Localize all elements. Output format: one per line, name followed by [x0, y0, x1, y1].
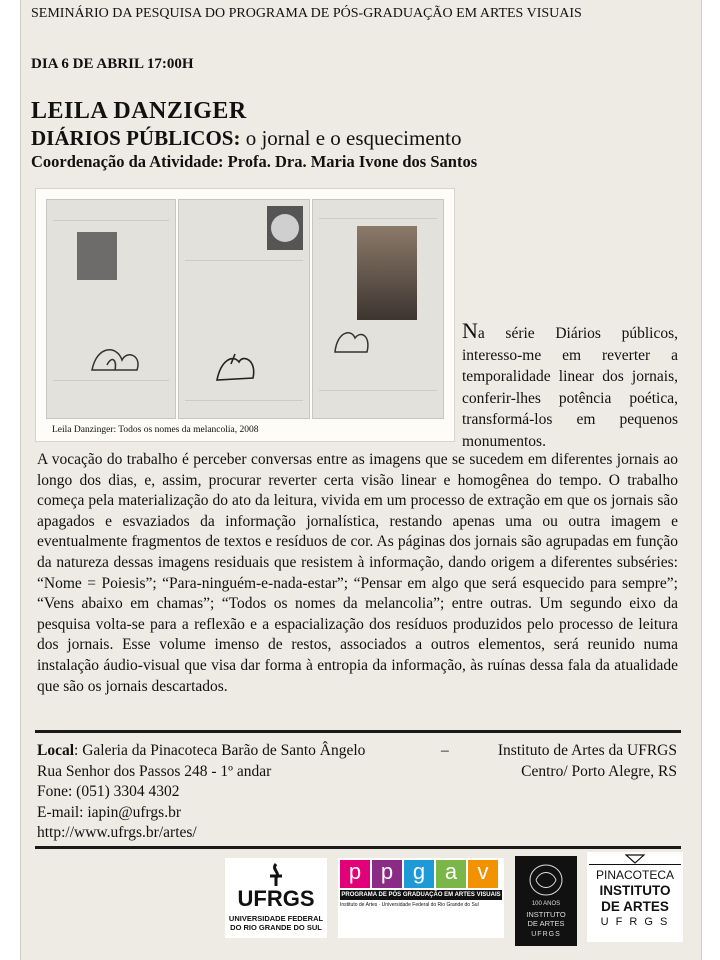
torch-icon — [263, 862, 289, 888]
ppgav-logo — [338, 858, 504, 938]
website-link[interactable]: http://www.ufrgs.br/artes/ — [37, 824, 197, 841]
pin-line3: DE ARTES — [601, 899, 669, 914]
ppgav-letter-tile: v — [468, 860, 498, 888]
ia100-line1: 100 ANOS — [531, 901, 561, 907]
ppgav-line1: PROGRAMA DE PÓS GRADUAÇÃO EM ARTES VISUAIS — [341, 892, 501, 898]
ia-100-logo — [515, 856, 577, 946]
location-city: Centro/ Porto Alegre, RS — [521, 762, 677, 780]
ppgav-letters — [340, 860, 498, 888]
coordination-line: Coordenação da Atividade: Profa. Dra. Maria Ivone dos Santos — [31, 152, 478, 171]
newspaper-panel-left — [46, 199, 176, 419]
drop-cap: N — [462, 318, 478, 343]
newspaper-panel-right — [312, 199, 444, 419]
portrait-photo — [357, 226, 417, 320]
side-paragraph — [462, 320, 678, 452]
pin-line1: PINACOTECA — [595, 868, 674, 882]
ufrgs-sub2: DO RIO GRANDE DO SUL — [230, 923, 322, 932]
artwork-image — [35, 188, 455, 442]
talk-title-rest: o jornal e o esquecimento — [240, 126, 462, 150]
triangle-icon — [625, 854, 645, 864]
ink-drawing — [213, 350, 263, 386]
ia100-line4: UFRGS — [531, 931, 561, 938]
location-venue: : Galeria da Pinacoteca Barão de Santo Ângelo — [74, 742, 366, 759]
ufrgs-sub1: UNIVERSIDADE FEDERAL — [228, 914, 324, 923]
body-paragraph: A vocação do trabalho é perceber conversas entre as imagens que se sucedem em diferentes jornais ao longo dos dias, e, assim, procurar reverter certa visão linear e homogênea do tempo. O trabalho começa pela materialização do ato da leitura, vivida em um processo de extração em que os jornais são apagados e esvaziados da informação jornalística, restando apenas uma ou outra imagem e eventualmente fragmentos de textos e resíduos de cor. As páginas dos jornais são agrupadas em função da natureza dessas imagens residuais que resistem à informação, dando origem a diferentes subséries: “Nome = Poiesis”; “Para-ninguém-e-nada-estar”; “Pensar em algo que será esquecido para sempre”; “Vens abaixo em chamas”; “Todos os nomes da melancolia”; entre outras. Um segundo eixo da pesquisa volta-se para a reflexão e a espacialização dos resíduos produzidos pelo processo de leitura dos jornais. Esse volume imenso de restos, associados a outros elementos, será reunido numa instalação áudio-visual que visa dar forma à entropia da informação, às ruínas dessa fala da atualidade que são os jornais descartados. — [37, 451, 678, 695]
newspaper-panel-middle — [178, 199, 310, 419]
seal-icon — [526, 862, 566, 898]
moon-photo — [267, 206, 303, 250]
pinacoteca-logo — [587, 852, 683, 942]
image-caption: Leila Danzinger: Todos os nomes da melancolia, 2008 — [52, 425, 259, 435]
ppgav-letter-tile: p — [372, 860, 402, 888]
ia100-line2: INSTITUTO — [526, 910, 566, 919]
location-institute: Instituto de Artes da UFRGS — [497, 742, 677, 759]
side-paragraph-text: a série Diários públicos, interesso-me em reverter a temporalidade linear dos jornais, conferir-lhes potência poética, transformá-los em pequenos monumentos. — [462, 325, 678, 450]
ia100-line3: DE ARTES — [527, 919, 565, 928]
pin-line2: INSTITUTO — [599, 883, 671, 898]
poster-page — [20, 0, 702, 960]
ufrgs-name: UFRGS — [237, 886, 315, 911]
ppgav-line2: Instituto de Artes · Universidade Federal do Rio Grande do Sul — [340, 902, 479, 908]
location-address: Rua Senhor dos Passos 248 - 1º andar — [37, 762, 272, 780]
talk-title-bold: DIÁRIOS PÚBLICOS: — [31, 126, 241, 150]
seminar-header: SEMINÁRIO DA PESQUISA DO PROGRAMA DE PÓS-GRADUAÇÃO EM ARTES VISUAIS — [31, 6, 582, 21]
email: E-mail: iapin@ufrgs.br — [37, 803, 181, 821]
location-block — [37, 741, 677, 844]
divider-top — [35, 730, 681, 733]
location-label: Local — [37, 742, 75, 759]
portrait-photo — [77, 232, 117, 280]
ink-drawing — [87, 340, 147, 380]
pin-line4: U F R G S — [600, 916, 670, 928]
ppgav-letter-tile: a — [436, 860, 466, 888]
divider-bottom — [35, 846, 681, 849]
ppgav-letter-tile: p — [340, 860, 370, 888]
artist-name: LEILA DANZIGER — [31, 98, 247, 124]
ink-drawing — [331, 324, 375, 358]
event-date: DIA 6 DE ABRIL 17:00H — [31, 56, 194, 72]
talk-title — [31, 126, 461, 151]
ufrgs-logo — [225, 858, 327, 938]
ppgav-letter-tile: g — [404, 860, 434, 888]
location-dash: – — [441, 742, 449, 759]
phone: Fone: (051) 3304 4302 — [37, 783, 180, 800]
